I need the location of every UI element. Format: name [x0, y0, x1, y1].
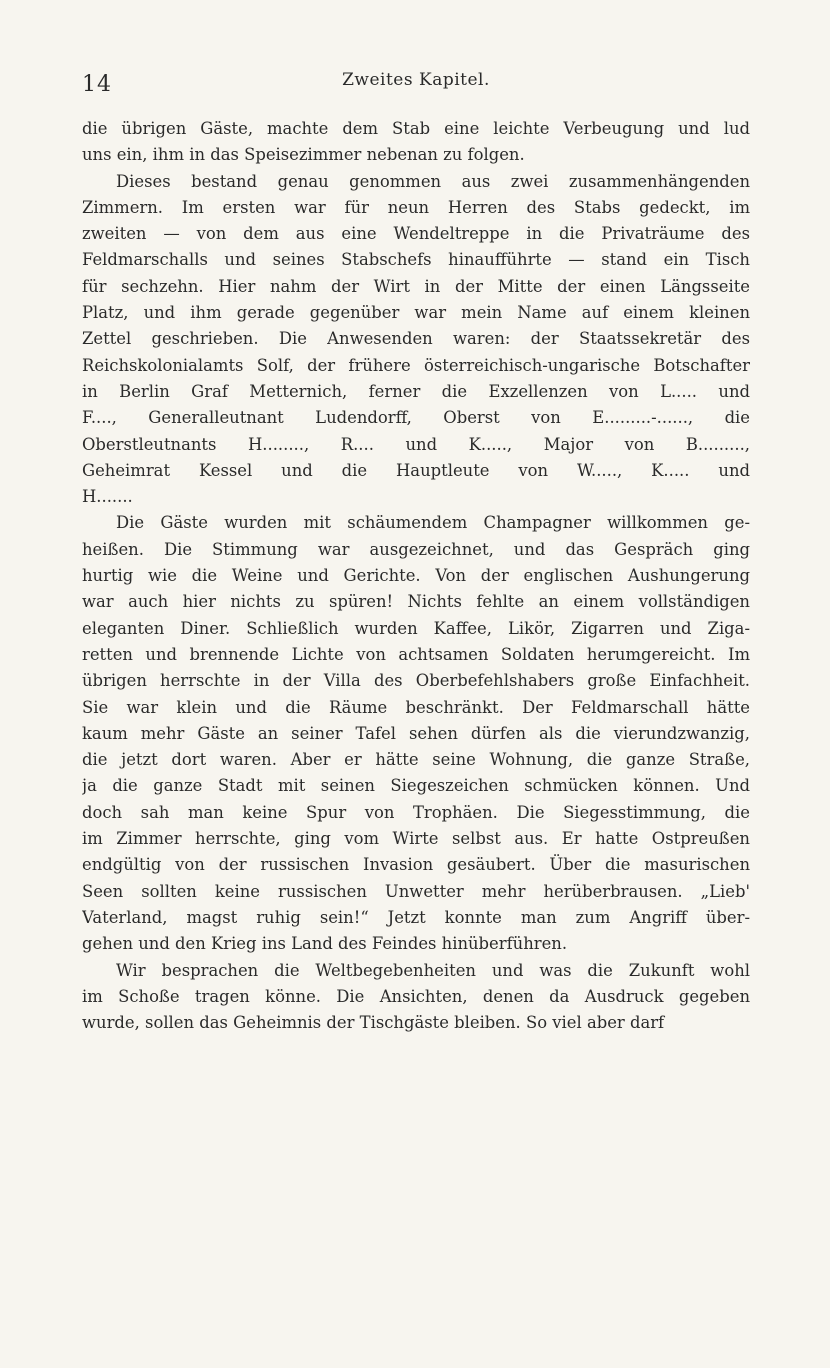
text-line: retten und brennende Lichte von achtsamen Soldaten herumgereicht. Im	[82, 644, 750, 664]
text-line: Reichskolonialamts Solf, der frühere österreichisch-ungarische Botschafter	[82, 355, 750, 375]
running-title: Zweites Kapitel.	[342, 70, 490, 90]
text-line: Die Gäste wurden mit schäumendem Champagner willkommen ge-	[116, 513, 750, 533]
text-line: Zimmern. Im ersten war für neun Herren des Stabs gedeckt, im	[82, 197, 750, 217]
text-line: zweiten — von dem aus eine Wendeltreppe in die Privaträume des	[82, 224, 750, 244]
text-line: hurtig wie die Weine und Gerichte. Von der englischen Aushungerung	[82, 566, 750, 586]
text-line: gehen und den Krieg ins Land des Feindes hinüberführen.	[82, 934, 568, 954]
text-line: Zettel geschrieben. Die Anwesenden waren: der Staatssekretär des	[82, 329, 750, 349]
page-number: 14	[82, 72, 112, 97]
text-line: ja die ganze Stadt mit seinen Siegeszeichen schmücken können. Und	[82, 776, 750, 796]
text-line: Platz, und ihm gerade gegenüber war mein Name auf einem kleinen	[82, 303, 750, 323]
text-line: Seen sollten keine russischen Unwetter mehr herüberbrausen. „Lieb'	[82, 881, 750, 901]
text-line: war auch hier nichts zu spüren! Nichts fehlte an einem vollständigen	[82, 592, 750, 612]
text-line: heißen. Die Stimmung war ausgezeichnet, und das Gespräch ging	[82, 539, 750, 559]
text-line: Vaterland, magst ruhig sein!“ Jetzt konnte man zum Angriff über-	[82, 907, 750, 927]
paragraph	[82, 510, 750, 957]
text-line: Dieses bestand genau genommen aus zwei zusammenhängenden	[116, 171, 750, 191]
paragraph	[82, 169, 750, 511]
text-line: doch sah man keine Spur von Trophäen. Die Siegesstimmung, die	[82, 802, 750, 822]
text-line: uns ein, ihm in das Speisezimmer nebenan zu folgen.	[82, 145, 525, 165]
text-line: eleganten Diner. Schließlich wurden Kaffee, Likör, Zigarren und Ziga-	[82, 618, 750, 638]
text-line: F...., Generalleutnant Ludendorff, Oberst von E.........-......, die	[82, 408, 750, 428]
paragraph	[82, 116, 750, 169]
text-line: im Schoße tragen könne. Die Ansichten, denen da Ausdruck gegeben	[82, 986, 750, 1006]
page-header	[82, 70, 750, 100]
text-line: die jetzt dort waren. Aber er hätte seine Wohnung, die ganze Straße,	[82, 750, 750, 770]
text-line: kaum mehr Gäste an seiner Tafel sehen dürfen als die vierundzwanzig,	[82, 723, 750, 743]
text-line: für sechzehn. Hier nahm der Wirt in der Mitte der einen Längsseite	[82, 276, 750, 296]
text-line: die übrigen Gäste, machte dem Stab eine leichte Verbeugung und lud	[82, 119, 750, 138]
text-line: Geheimrat Kessel und die Hauptleute von W....., K..... und	[82, 460, 750, 480]
paragraph	[82, 958, 750, 1037]
text-line: endgültig von der russischen Invasion gesäubert. Über die masurischen	[82, 855, 750, 875]
text-line: im Zimmer herrschte, ging vom Wirte selbst aus. Er hatte Ostpreußen	[82, 829, 750, 849]
text-line: Feldmarschalls und seines Stabschefs hinaufführte — stand ein Tisch	[82, 250, 750, 270]
text-line: Oberstleutnants H........, R.... und K....., Major von B.........,	[82, 434, 750, 454]
text-line: wurde, sollen das Geheimnis der Tischgäste bleiben. So viel aber darf	[82, 1013, 665, 1033]
text-line: H.......	[82, 487, 133, 507]
text-line: übrigen herrschte in der Villa des Oberbefehlshabers große Einfachheit.	[82, 671, 750, 691]
text-line: Wir besprachen die Weltbegebenheiten und was die Zukunft wohl	[116, 960, 750, 980]
text-line: Sie war klein und die Räume beschränkt. Der Feldmarschall hätte	[82, 697, 750, 717]
text-line: in Berlin Graf Metternich, ferner die Exzellenzen von L..... und	[82, 381, 750, 401]
body-text	[82, 116, 750, 1036]
